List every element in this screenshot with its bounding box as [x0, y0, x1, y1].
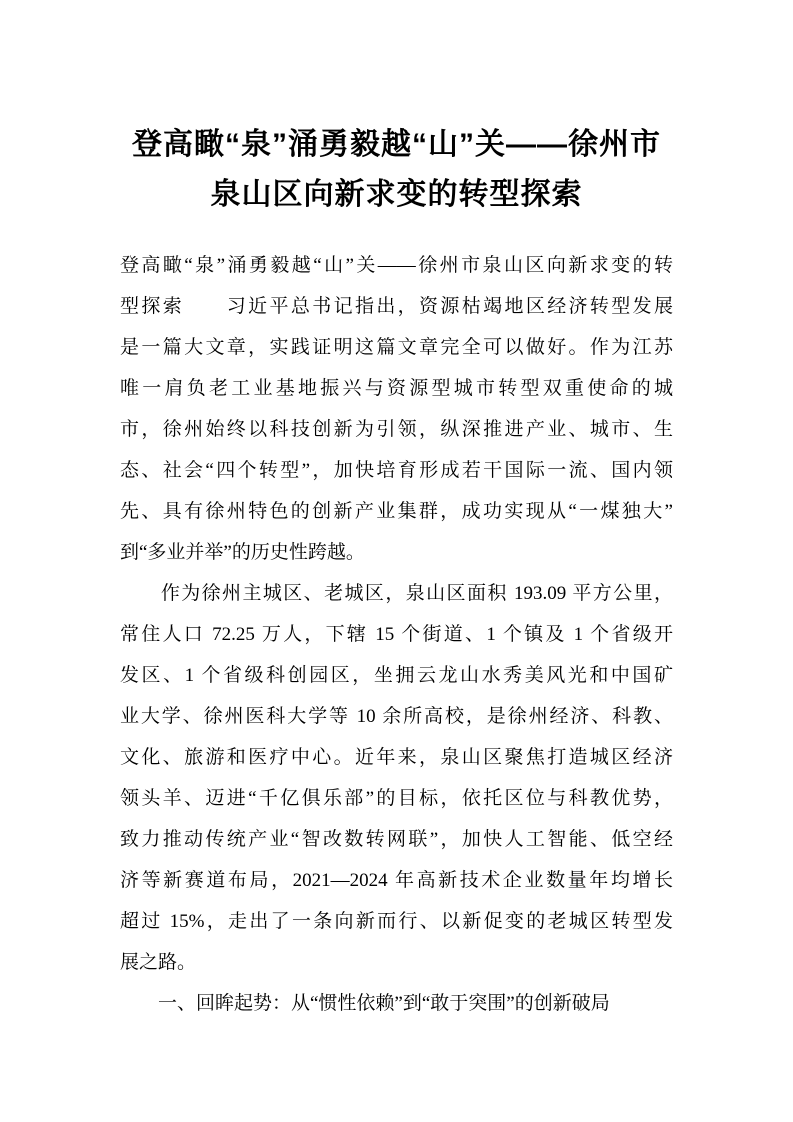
text-line: 展之路。: [120, 952, 197, 973]
text-line: 文化、旅游和医疗中心。近年来，泉山区聚焦打造城区经济: [120, 747, 673, 768]
text-line: 领头羊、迈进“千亿俱乐部”的目标，依托区位与科教优势，: [120, 788, 673, 809]
text-line: 是一篇大文章，实践证明这篇文章完全可以做好。作为江苏: [120, 337, 673, 358]
text-line: 发区、1 个省级科创园区，坐拥云龙山水秀美风光和中国矿: [120, 665, 673, 686]
text-line: 登高瞰“泉”涌勇毅越“山”关——徐州市泉山区向新求变的转: [120, 255, 673, 276]
text-line: 超过 15%，走出了一条向新而行、以新促变的老城区转型发: [120, 911, 673, 932]
text-line: 业大学、徐州医科大学等 10 余所高校，是徐州经济、科教、: [120, 706, 673, 727]
text-line: 先、具有徐州特色的创新产业集群，成功实现从“一煤独大”: [120, 501, 673, 522]
text-line: 型探索 习近平总书记指出，资源枯竭地区经济转型发展: [120, 296, 673, 317]
text-line: 常住人口 72.25 万人，下辖 15 个街道、1 个镇及 1 个省级开: [120, 624, 673, 645]
text-line: 作为徐州主城区、老城区，泉山区面积 193.09 平方公里，: [120, 583, 673, 604]
document-body: [120, 245, 673, 1024]
text-line: 唯一肩负老工业基地振兴与资源型城市转型双重使命的城: [120, 378, 673, 399]
paragraph: [120, 245, 673, 573]
text-line: 态、社会“四个转型”，加快培育形成若干国际一流、国内领: [120, 460, 673, 481]
paragraph: [120, 573, 673, 983]
title-line: 登高瞰“泉”涌勇毅越“山”关——徐州市: [132, 128, 661, 161]
text-line: 市，徐州始终以科技创新为引领，纵深推进产业、城市、生: [120, 419, 673, 440]
paragraph: [120, 983, 673, 1024]
text-line: 到“多业并举”的历史性跨越。: [120, 542, 365, 563]
document-title: [40, 120, 753, 220]
text-line: 一、回眸起势：从“惯性依赖”到“敢于突围”的创新破局: [120, 993, 610, 1014]
text-line: 济等新赛道布局，2021—2024 年高新技术企业数量年均增长: [120, 870, 673, 891]
title-line: 泉山区向新求变的转型探索: [210, 178, 583, 211]
text-line: 致力推动传统产业“智改数转网联”，加快人工智能、低空经: [120, 829, 673, 850]
